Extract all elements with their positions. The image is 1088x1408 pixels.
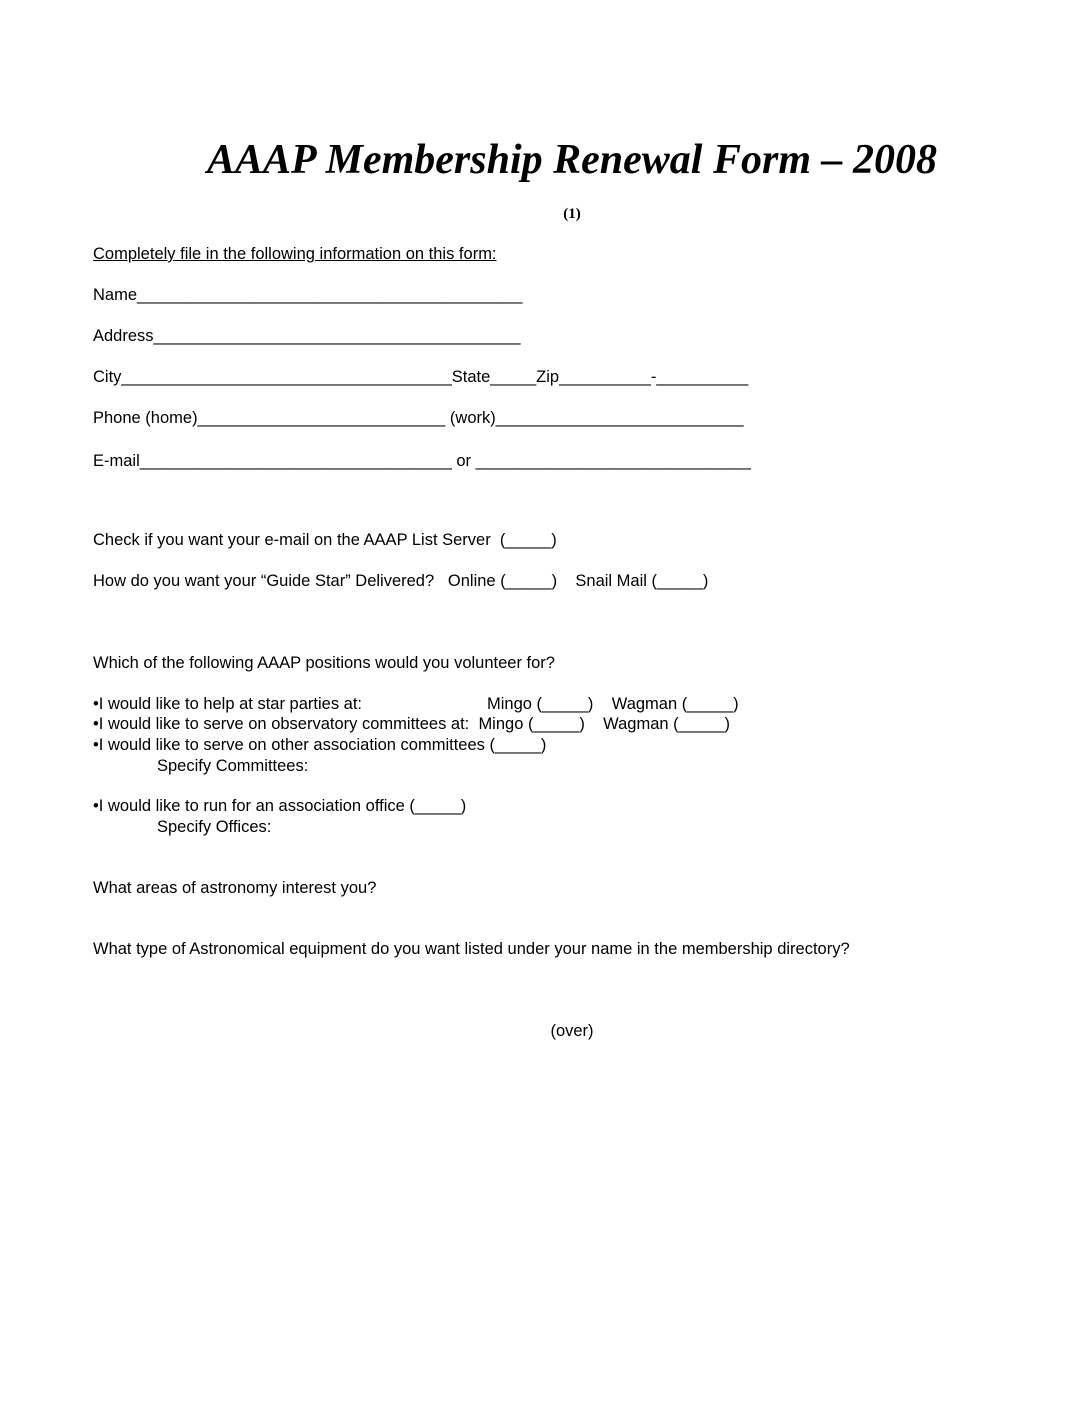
- email-field: E-mail__________________________________ or ______________________________: [93, 452, 751, 470]
- guide-star-delivery-line: How do you want your “Guide Star” Delivered? Online (_____) Snail Mail (_____): [93, 572, 709, 590]
- volunteer-question: Which of the following AAAP positions would you volunteer for?: [93, 654, 555, 672]
- association-office-line: •I would like to run for an association office (_____): [93, 797, 467, 815]
- astronomy-interest-question: What areas of astronomy interest you?: [93, 879, 377, 897]
- list-server-checkbox-line: Check if you want your e-mail on the AAAP List Server (_____): [93, 531, 557, 549]
- specify-committees-label: Specify Committees:: [157, 757, 309, 775]
- equipment-question: What type of Astronomical equipment do you want listed under your name in the membership directory?: [93, 940, 850, 958]
- star-parties-label: •I would like to help at star parties at:: [93, 695, 362, 713]
- phone-field: Phone (home)___________________________ (work)___________________________: [93, 409, 744, 427]
- address-field: Address________________________________________: [93, 327, 521, 345]
- star-parties-options: Mingo (_____) Wagman (_____): [487, 695, 739, 713]
- page-title: AAAP Membership Renewal Form – 2008: [206, 137, 938, 183]
- observatory-committees-line: •I would like to serve on observatory committees at: Mingo (_____) Wagman (_____): [93, 715, 731, 733]
- city-state-zip-field: City____________________________________State_____Zip__________-__________: [93, 368, 749, 386]
- other-committees-line: •I would like to serve on other association committees (_____): [93, 736, 547, 754]
- instructions-text: Completely file in the following information on this form:: [93, 245, 497, 263]
- name-field: Name__________________________________________: [93, 286, 523, 304]
- specify-offices-label: Specify Offices:: [157, 818, 272, 836]
- page-number: (1): [563, 206, 581, 222]
- over-label: (over): [550, 1022, 594, 1040]
